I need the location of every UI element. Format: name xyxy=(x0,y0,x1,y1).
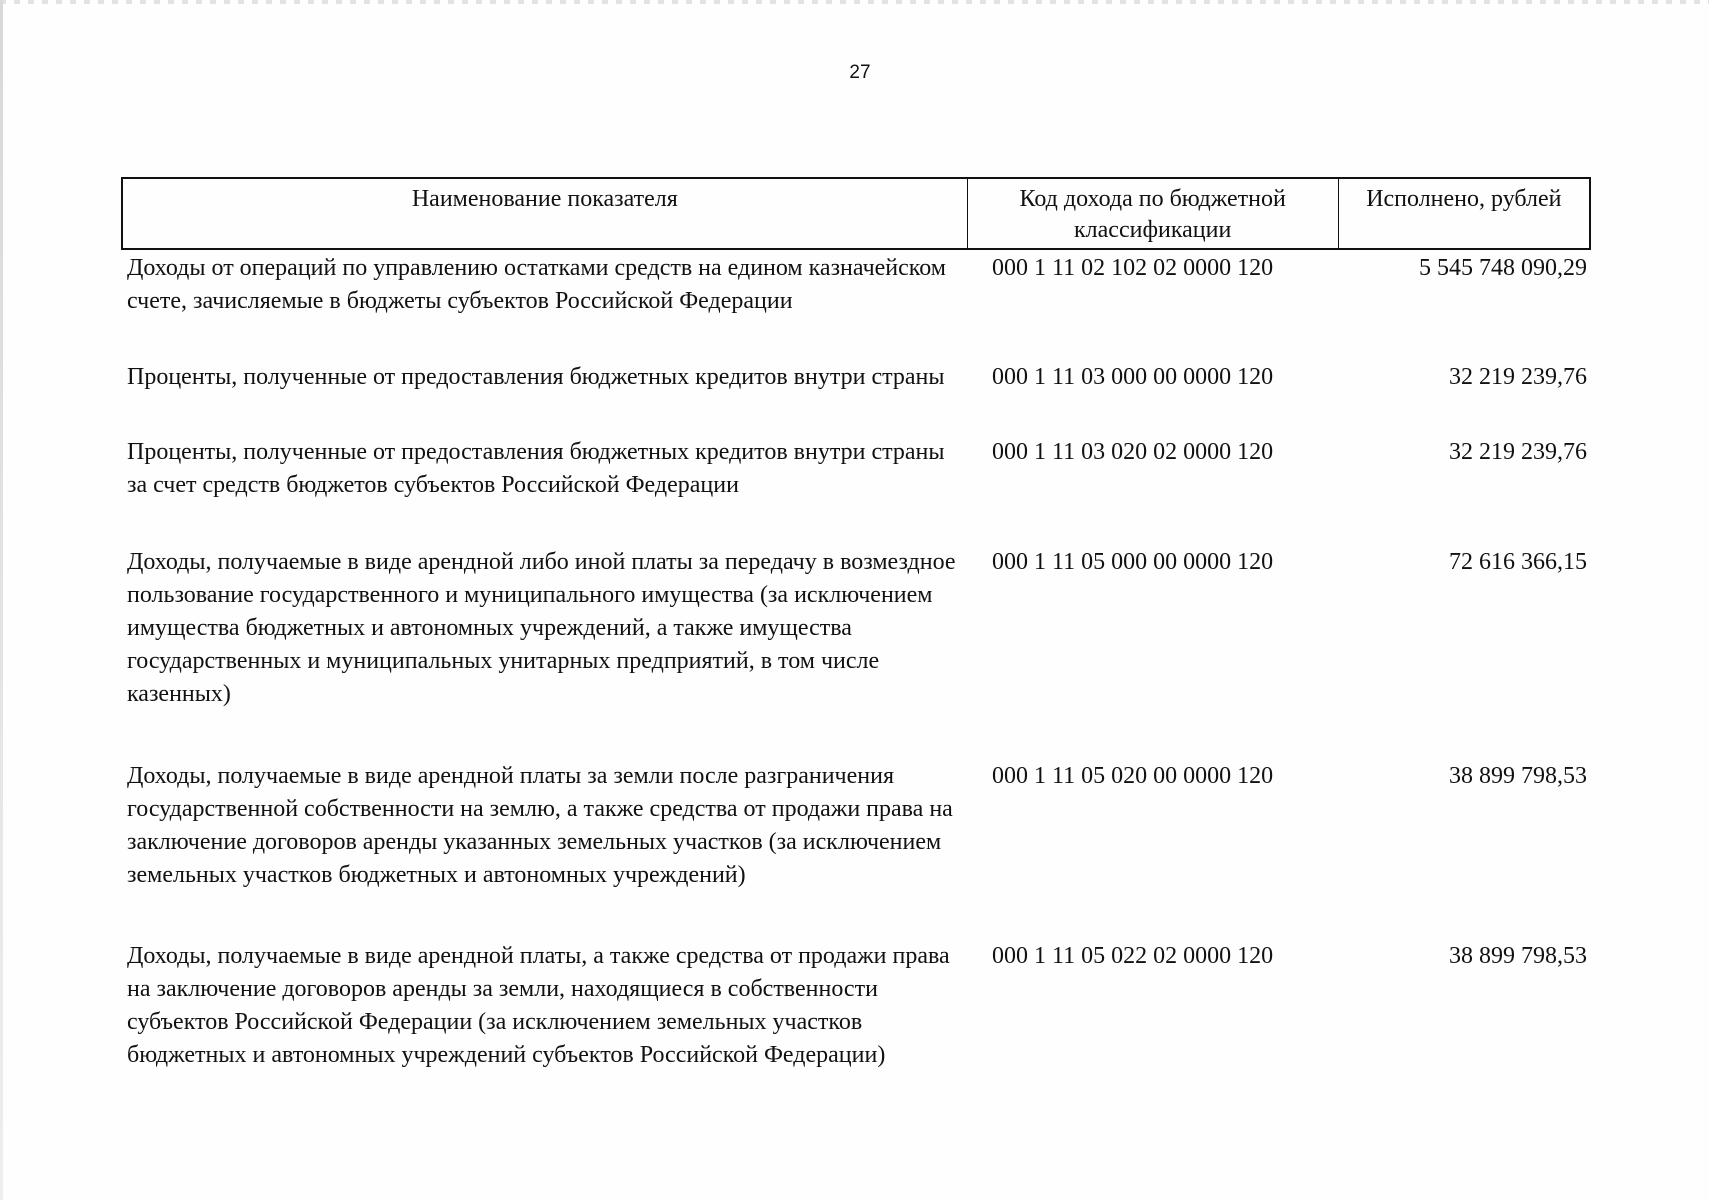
row-amount: 72 616 366,15 xyxy=(1449,549,1587,575)
table-row xyxy=(121,546,1591,760)
row-name: Доходы, получаемые в виде арендной либо иной платы за передачу в возмездное пользование государственного и муниципального имущества (за исключением имущества бюджетных и автономных учреждений, а также имущества государственных и муниципальных унитарных предприятий, в том числе казенных) xyxy=(127,549,956,707)
page-number: 27 xyxy=(849,62,871,83)
income-table xyxy=(121,177,1591,1110)
table-row xyxy=(121,252,1591,361)
row-code: 000 1 11 05 022 02 0000 120 xyxy=(992,943,1274,969)
table-header xyxy=(121,177,1591,250)
row-code: 000 1 11 05 020 00 0000 120 xyxy=(992,763,1274,789)
row-amount: 32 219 239,76 xyxy=(1449,364,1587,390)
row-amount: 32 219 239,76 xyxy=(1449,439,1587,465)
row-code: 000 1 11 05 000 00 0000 120 xyxy=(992,549,1274,575)
row-name: Доходы, получаемые в виде арендной платы за земли после разграничения государственной собственности на землю, а также средства от продажи права на заключение договоров аренды указанных земельных участков (за исключением земельных участков бюджетных и автономных учреждений) xyxy=(127,763,953,888)
header-executed-amount: Исполнено, рублей xyxy=(1366,186,1562,212)
row-code: 000 1 11 03 020 02 0000 120 xyxy=(992,439,1274,465)
row-name: Доходы, получаемые в виде арендной платы, а также средства от продажи права на заключение договоров аренды за земли, находящиеся в собственности субъектов Российской Федерации (за исключением земельных участков бюджетных и автономных учреждений субъектов Российской Федерации) xyxy=(127,943,950,1068)
row-code: 000 1 11 03 000 00 0000 120 xyxy=(992,364,1274,390)
row-amount: 38 899 798,53 xyxy=(1449,943,1587,969)
row-name: Проценты, полученные от предоставления бюджетных кредитов внутри страны xyxy=(127,364,945,390)
table-row xyxy=(121,436,1591,546)
row-code: 000 1 11 02 102 02 0000 120 xyxy=(992,255,1274,281)
row-name: Доходы от операций по управлению остатками средств на едином казначейском счете, зачисляемые в бюджеты субъектов Российской Федерации xyxy=(127,255,946,314)
table-row xyxy=(121,940,1591,1110)
table-row xyxy=(121,760,1591,940)
table-row xyxy=(121,361,1591,436)
row-amount: 38 899 798,53 xyxy=(1449,763,1587,789)
header-indicator-name: Наименование показателя xyxy=(123,179,968,248)
scan-edge-left xyxy=(0,0,3,1200)
row-name: Проценты, полученные от предоставления бюджетных кредитов внутри страны за счет средств бюджетов субъектов Российской Федерации xyxy=(127,439,945,498)
row-amount: 5 545 748 090,29 xyxy=(1419,255,1587,281)
header-income-code: Код дохода по бюджетной классификации xyxy=(968,179,1339,248)
scan-edge-top xyxy=(0,0,1709,4)
